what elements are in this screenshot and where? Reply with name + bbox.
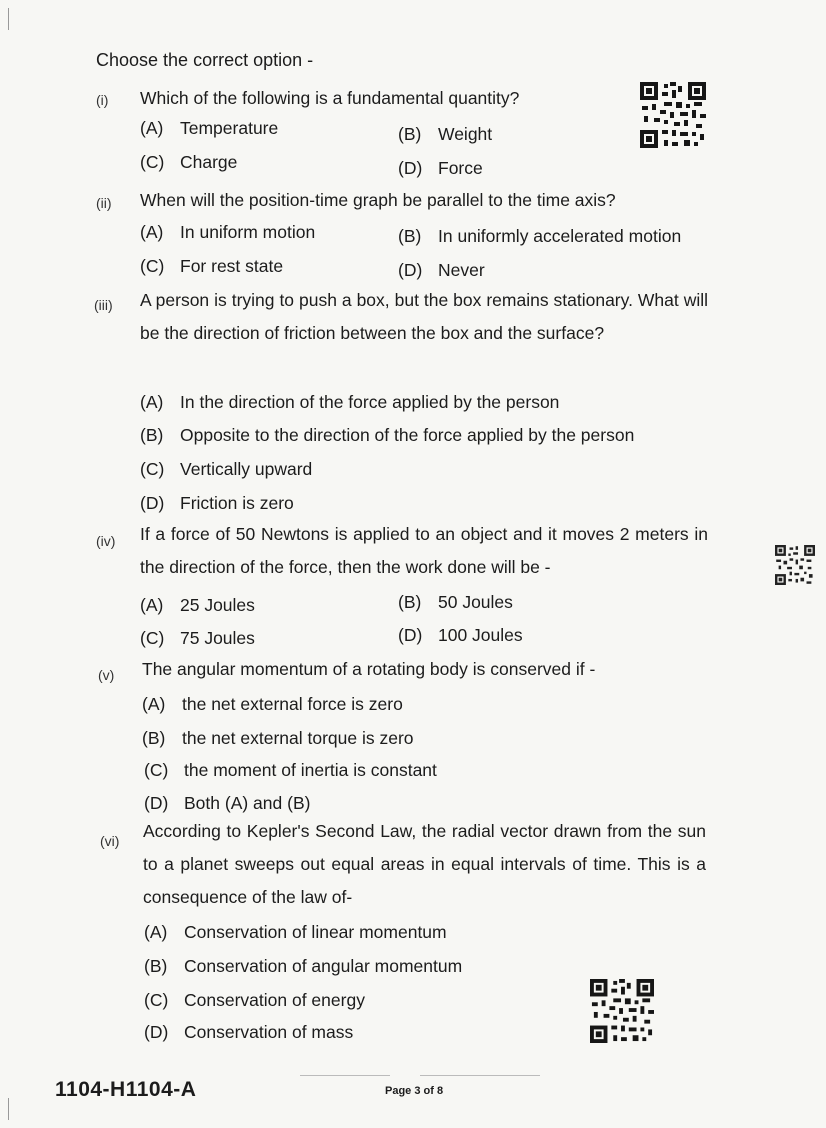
question-number: (iii) bbox=[94, 297, 113, 313]
option-a bbox=[140, 595, 255, 616]
option-label: (A) bbox=[140, 595, 164, 615]
question-text: The angular momentum of a rotating body is conserved if - bbox=[142, 659, 596, 679]
option-label: (C) bbox=[140, 152, 165, 172]
option-label: (C) bbox=[140, 459, 165, 479]
option-d bbox=[398, 625, 523, 646]
option-text: 25 Joules bbox=[180, 595, 255, 615]
option-label: (D) bbox=[144, 793, 169, 813]
question-number: (ii) bbox=[96, 195, 112, 211]
option-b bbox=[144, 956, 462, 977]
option-b bbox=[398, 226, 681, 247]
option-text: Weight bbox=[438, 124, 493, 144]
option-text: Charge bbox=[180, 152, 238, 172]
option-c bbox=[140, 628, 255, 649]
option-a bbox=[144, 922, 447, 943]
option-text: Temperature bbox=[180, 118, 279, 138]
option-a bbox=[140, 392, 559, 413]
option-label: (A) bbox=[144, 922, 168, 942]
option-text: the net external torque is zero bbox=[182, 728, 414, 748]
question-text: According to Kepler's Second Law, the radial vector drawn from the sun to a planet sweeps out equal areas in equal intervals of time. This is a consequence of the law of- bbox=[143, 821, 706, 907]
option-text: Opposite to the direction of the force applied by the person bbox=[180, 425, 635, 445]
option-label: (A) bbox=[140, 392, 164, 412]
option-d bbox=[144, 1022, 353, 1043]
option-b bbox=[142, 728, 414, 749]
option-text: Friction is zero bbox=[180, 493, 294, 513]
option-label: (B) bbox=[140, 425, 164, 445]
divider bbox=[420, 1075, 540, 1076]
question-number: (iv) bbox=[96, 533, 116, 549]
option-label: (D) bbox=[144, 1022, 169, 1042]
option-b bbox=[140, 425, 634, 446]
option-d bbox=[140, 493, 294, 514]
option-text: For rest state bbox=[180, 256, 284, 276]
option-label: (D) bbox=[398, 625, 423, 645]
option-d bbox=[398, 158, 483, 179]
scan-edge-mark bbox=[8, 1098, 9, 1120]
option-text: Force bbox=[438, 158, 483, 178]
option-text: In the direction of the force applied by the person bbox=[180, 392, 560, 412]
option-text: Both (A) and (B) bbox=[184, 793, 311, 813]
option-c bbox=[144, 990, 365, 1011]
option-text: Conservation of linear momentum bbox=[184, 922, 447, 942]
option-text: In uniformly accelerated motion bbox=[438, 226, 682, 246]
option-c bbox=[140, 459, 312, 480]
option-text: Conservation of angular momentum bbox=[184, 956, 463, 976]
option-label: (C) bbox=[140, 628, 165, 648]
option-label: (B) bbox=[398, 592, 422, 612]
option-text: Conservation of mass bbox=[184, 1022, 354, 1042]
page-number: Page 3 of 8 bbox=[385, 1085, 444, 1097]
option-label: (B) bbox=[398, 124, 422, 144]
option-text: Never bbox=[438, 260, 485, 280]
divider bbox=[300, 1075, 390, 1076]
option-a bbox=[140, 118, 278, 139]
option-label: (A) bbox=[142, 694, 166, 714]
qr-code-icon bbox=[590, 978, 654, 1044]
option-label: (D) bbox=[398, 260, 423, 280]
option-text: the moment of inertia is constant bbox=[184, 760, 437, 780]
section-heading: Choose the correct option - bbox=[96, 50, 314, 70]
option-text: 50 Joules bbox=[438, 592, 513, 612]
option-label: (C) bbox=[140, 256, 165, 276]
option-a bbox=[142, 694, 403, 715]
option-text: 75 Joules bbox=[180, 628, 255, 648]
option-label: (A) bbox=[140, 118, 164, 138]
option-label: (B) bbox=[142, 728, 166, 748]
option-label: (D) bbox=[398, 158, 423, 178]
question-text: A person is trying to push a box, but the box remains stationary. What will be the direction of friction between the box and the surface? bbox=[140, 290, 708, 343]
option-c bbox=[144, 760, 437, 781]
question-text: When will the position-time graph be parallel to the time axis? bbox=[140, 190, 616, 210]
option-label: (B) bbox=[144, 956, 168, 976]
option-label: (C) bbox=[144, 760, 169, 780]
qr-code-icon bbox=[775, 545, 815, 585]
question-text: If a force of 50 Newtons is applied to an object and it moves 2 meters in the direction of the force, then the work done will be - bbox=[140, 524, 708, 577]
option-c bbox=[140, 152, 237, 173]
option-label: (C) bbox=[144, 990, 169, 1010]
question-number: (i) bbox=[96, 92, 109, 108]
option-b bbox=[398, 592, 513, 613]
option-label: (B) bbox=[398, 226, 422, 246]
option-text: In uniform motion bbox=[180, 222, 316, 242]
scan-edge-mark bbox=[8, 8, 9, 30]
option-b bbox=[398, 124, 492, 145]
option-text: 100 Joules bbox=[438, 625, 523, 645]
question-number: (v) bbox=[98, 667, 115, 683]
option-label: (A) bbox=[140, 222, 164, 242]
question-text: Which of the following is a fundamental quantity? bbox=[140, 88, 520, 108]
option-text: Vertically upward bbox=[180, 459, 313, 479]
qr-code-icon bbox=[640, 82, 706, 148]
paper-code: 1104-H1104-A bbox=[55, 1078, 197, 1101]
option-a bbox=[140, 222, 315, 243]
option-d bbox=[398, 260, 485, 281]
option-label: (D) bbox=[140, 493, 165, 513]
option-c bbox=[140, 256, 283, 277]
option-d bbox=[144, 793, 310, 814]
option-text: the net external force is zero bbox=[182, 694, 403, 714]
question-number: (vi) bbox=[100, 833, 120, 849]
option-text: Conservation of energy bbox=[184, 990, 365, 1010]
